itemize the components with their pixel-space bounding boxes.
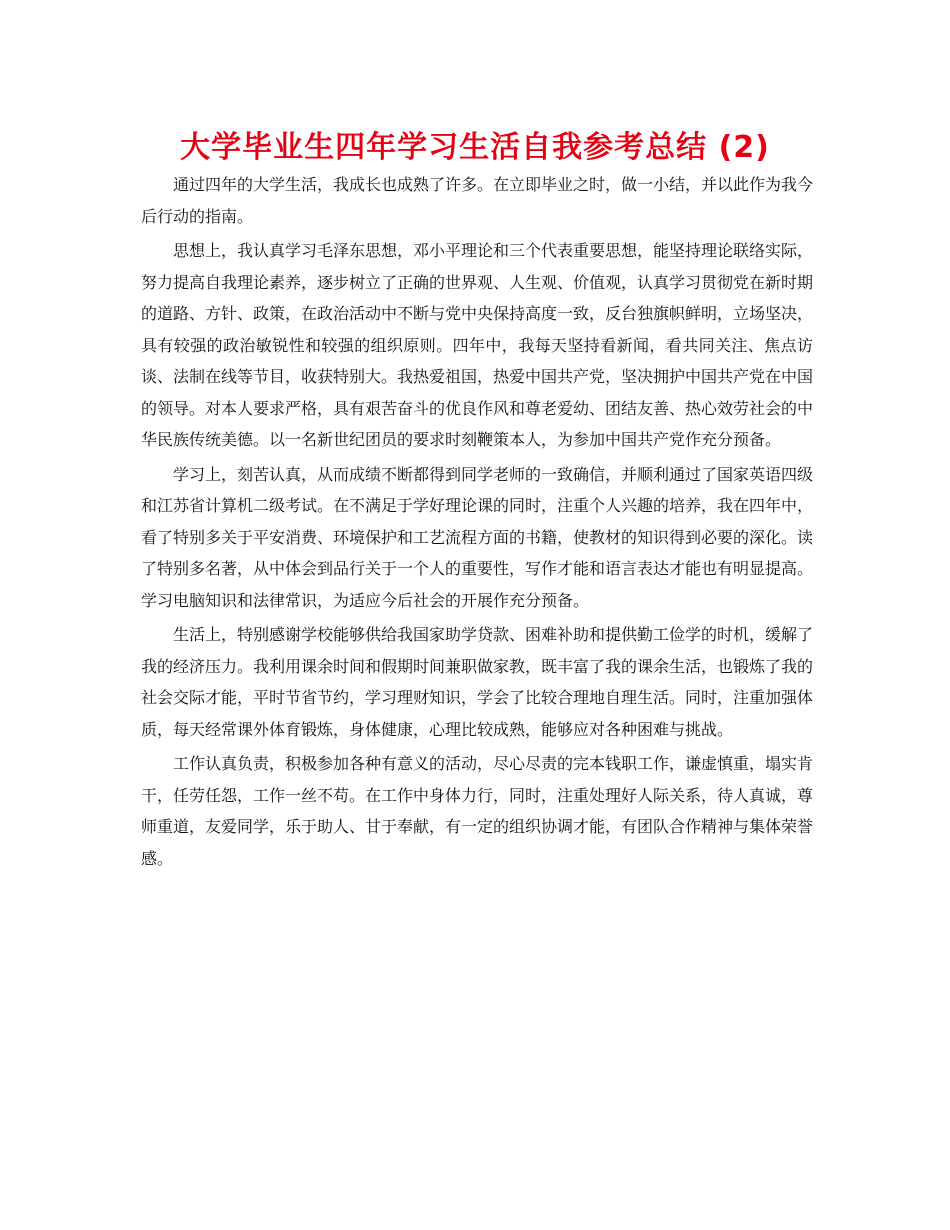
paragraph-life: 生活上，特别感谢学校能够供给我国家助学贷款、困难补助和提供勤工俭学的时机，缓解了我的经济压力。我利用课余时间和假期时间兼职做家教，既丰富了我的课余生活，也锻炼了我的社会交际才能，平时节省节约，学习理财知识，学会了比较合理地自理生活。同时，注重加强体质，每天经常课外体育锻炼，身体健康，心理比较成熟，能够应对各种困难与挑战。: [141, 625, 814, 739]
paragraph-study: 学习上，刻苦认真，从而成绩不断都得到同学老师的一致确信，并顺利通过了国家英语四级和江苏省计算机二级考试。在不满足于学好理论课的同时，注重个人兴趣的培养，我在四年中，看了特别多关于平安消费、环境保护和工艺流程方面的书籍，使教材的知识得到必要的深化。读了特别多名著，从中体会到品行关于一个人的重要性，写作才能和语言表达才能也有明显提高。学习电脑知识和法律常识，为适应今后社会的开展作充分预备。: [141, 464, 814, 610]
document-title: 大学毕业生四年学习生活自我参考总结 (2): [180, 130, 770, 165]
paragraph-ideology: 思想上，我认真学习毛泽东思想，邓小平理论和三个代表重要思想，能坚持理论联络实际，努力提高自我理论素养，逐步树立了正确的世界观、人生观、价值观，认真学习贯彻党在新时期的道路、方针、政策，在政治活动中不断与党中央保持高度一致，反台独旗帜鲜明，立场坚决，具有较强的政治敏锐性和较强的组织原则。四年中，我每天坚持看新闻，看共同关注、焦点访谈、法制在线等节目，收获特别大。我热爱祖国，热爱中国共产党，坚决拥护中国共产党在中国的领导。对本人要求严格，具有艰苦奋斗的优良作风和尊老爱幼、团结友善、热心效劳社会的中华民族传统美德。以一名新世纪团员的要求时刻鞭策本人，为参加中国共产党作充分预备。: [141, 241, 814, 449]
paragraph-work: 工作认真负责，积极参加各种有意义的活动，尽心尽责的完本钱职工作，谦虚慎重，塌实肯干，任劳任怨，工作一丝不苟。在工作中身体力行，同时，注重处理好人际关系，待人真诚，尊师重道，友爱同学，乐于助人、甘于奉献，有一定的组织协调才能，有团队合作精神与集体荣誉感。: [141, 754, 814, 868]
document-body: [141, 169, 813, 877]
paragraph-intro: 通过四年的大学生活，我成长也成熟了许多。在立即毕业之时，做一小结，并以此作为我今后行动的指南。: [141, 175, 814, 226]
